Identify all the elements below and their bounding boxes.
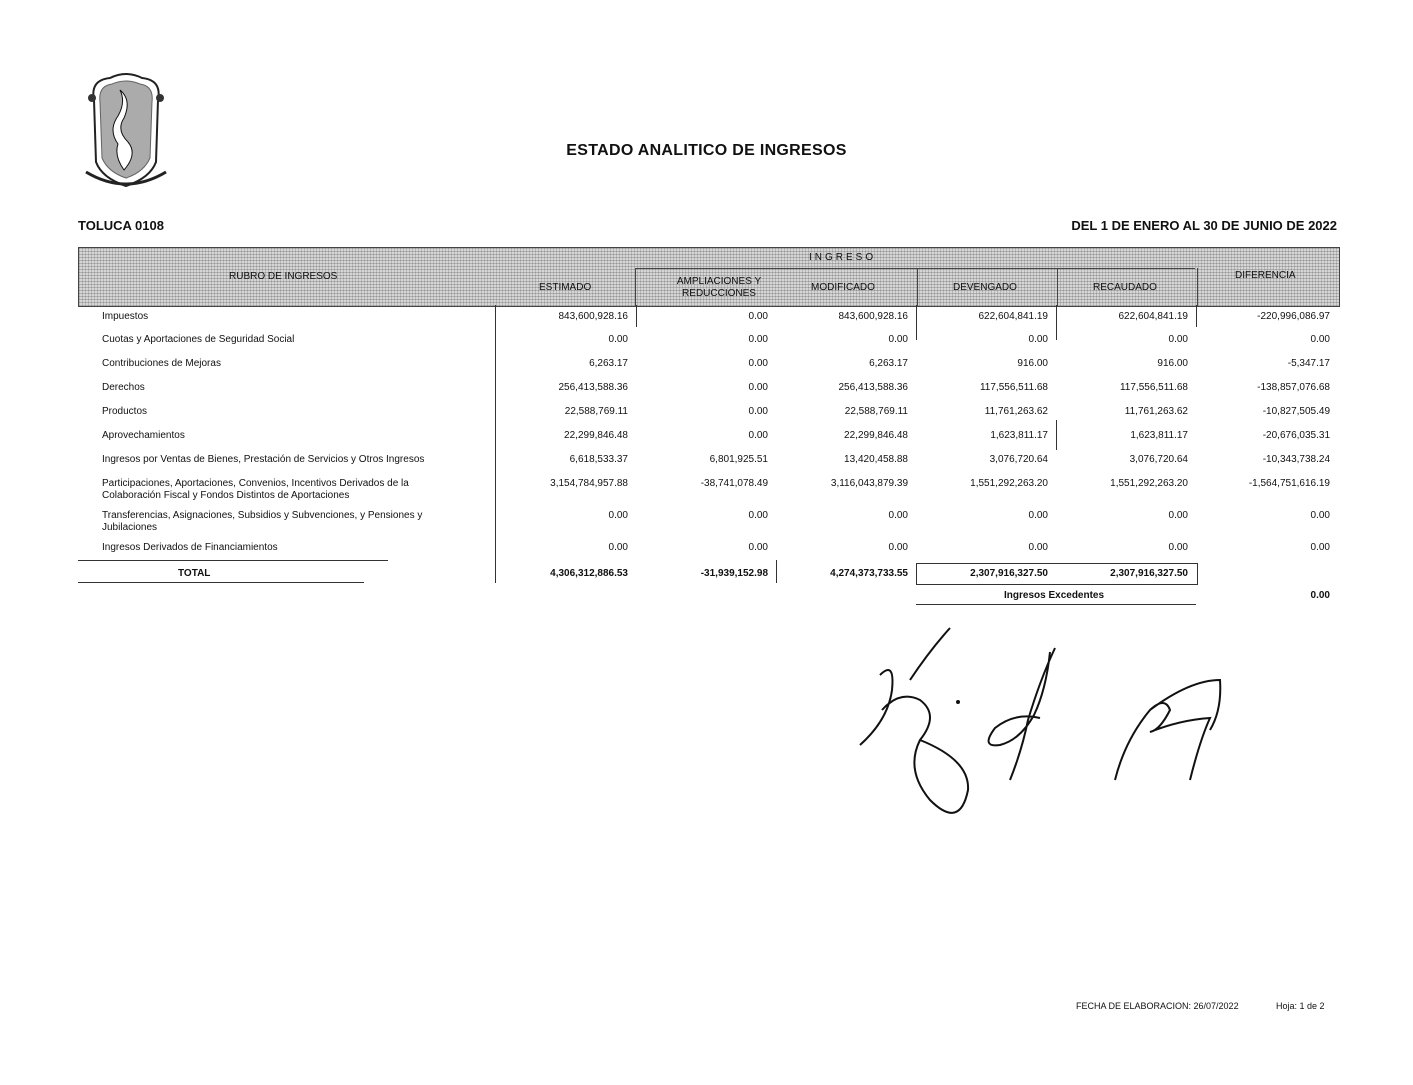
cell-devengado: 11,761,263.62 xyxy=(984,406,1048,417)
cell-modificado: 0.00 xyxy=(888,510,908,521)
cell-devengado: 0.00 xyxy=(1028,334,1048,345)
entity-name: TOLUCA 0108 xyxy=(78,218,164,233)
cell-diferencia: -220,996,086.97 xyxy=(1257,311,1330,322)
cell-modificado: 256,413,588.36 xyxy=(838,382,908,393)
row-label: Derechos xyxy=(102,382,145,393)
table-header xyxy=(78,247,1340,307)
cell-ampliaciones: 0.00 xyxy=(748,510,768,521)
excedentes-value: 0.00 xyxy=(1310,590,1330,601)
row-label: Productos xyxy=(102,406,148,417)
total-modificado: 4,274,373,733.55 xyxy=(830,568,908,579)
cell-modificado: 22,299,846.48 xyxy=(844,430,908,441)
cell-estimado: 6,618,533.37 xyxy=(569,454,628,465)
cell-ampliaciones: 0.00 xyxy=(748,311,768,322)
cell-recaudado: 117,556,511.68 xyxy=(1119,382,1188,393)
total-top-rule xyxy=(78,560,388,561)
cell-modificado: 843,600,928.16 xyxy=(838,311,908,322)
footer-page: Hoja: 1 de 2 xyxy=(1276,1001,1325,1011)
cell-recaudado: 11,761,263.62 xyxy=(1124,406,1188,417)
header-estimado: ESTIMADO xyxy=(539,282,592,293)
cell-ampliaciones: 0.00 xyxy=(748,430,768,441)
cell-ampliaciones: -38,741,078.49 xyxy=(700,478,768,489)
row-label: Ingresos por Ventas de Bienes, Prestación de Servicios y Otros Ingresos xyxy=(102,454,425,465)
cell-diferencia: -10,343,738.24 xyxy=(1262,454,1330,465)
total-ampliaciones: -31,939,152.98 xyxy=(700,568,768,579)
cell-diferencia: -20,676,035.31 xyxy=(1262,430,1330,441)
column-line xyxy=(1056,420,1057,450)
header-separator xyxy=(1197,268,1198,306)
column-line xyxy=(495,305,496,583)
header-separator xyxy=(635,268,636,306)
column-line xyxy=(776,560,777,583)
header-ingreso: INGRESO xyxy=(809,252,877,263)
total-recaudado: 2,307,916,327.50 xyxy=(1110,568,1188,579)
cell-recaudado: 916.00 xyxy=(1157,358,1188,369)
cell-modificado: 0.00 xyxy=(888,542,908,553)
cell-devengado: 0.00 xyxy=(1028,510,1048,521)
header-ampliaciones: AMPLIACIONES Y REDUCCIONES xyxy=(676,276,762,299)
total-label: TOTAL xyxy=(178,568,211,579)
cell-diferencia: 0.00 xyxy=(1310,542,1330,553)
column-line xyxy=(636,305,637,327)
cell-ampliaciones: 0.00 xyxy=(748,334,768,345)
row-label: Ingresos Derivados de Financiamientos xyxy=(102,542,278,553)
cell-ampliaciones: 6,801,925.51 xyxy=(709,454,768,465)
cell-modificado: 13,420,458.88 xyxy=(844,454,908,465)
header-separator xyxy=(917,268,918,306)
cell-devengado: 3,076,720.64 xyxy=(989,454,1048,465)
cell-devengado: 1,551,292,263.20 xyxy=(970,478,1048,489)
cell-diferencia: -10,827,505.49 xyxy=(1262,406,1330,417)
report-title: ESTADO ANALITICO DE INGRESOS xyxy=(566,142,847,159)
cell-recaudado: 3,076,720.64 xyxy=(1129,454,1188,465)
cell-devengado: 622,604,841.19 xyxy=(978,311,1048,322)
report-period: DEL 1 DE ENERO AL 30 DE JUNIO DE 2022 xyxy=(1071,218,1337,233)
total-devengado: 2,307,916,327.50 xyxy=(970,568,1048,579)
header-rubro: RUBRO DE INGRESOS xyxy=(229,271,338,282)
cell-estimado: 0.00 xyxy=(608,510,628,521)
cell-recaudado: 1,551,292,263.20 xyxy=(1110,478,1188,489)
cell-estimado: 22,588,769.11 xyxy=(564,406,628,417)
cell-ampliaciones: 0.00 xyxy=(748,542,768,553)
row-label: Contribuciones de Mejoras xyxy=(102,358,221,369)
row-label: Impuestos xyxy=(102,311,149,322)
cell-recaudado: 1,623,811.17 xyxy=(1130,430,1188,441)
total-bottom-rule xyxy=(78,582,364,583)
cell-diferencia: 0.00 xyxy=(1310,334,1330,345)
cell-devengado: 916.00 xyxy=(1017,358,1048,369)
row-label: Transferencias, Asignaciones, Subsidios y Subvenciones, y Pensiones y Jubilaciones xyxy=(102,510,423,533)
cell-diferencia: -5,347.17 xyxy=(1287,358,1330,369)
cell-modificado: 0.00 xyxy=(888,334,908,345)
header-modificado: MODIFICADO xyxy=(811,282,875,293)
cell-estimado: 3,154,784,957.88 xyxy=(550,478,628,489)
header-divider xyxy=(635,268,1195,269)
cell-recaudado: 0.00 xyxy=(1168,510,1188,521)
cell-estimado: 0.00 xyxy=(608,334,628,345)
cell-ampliaciones: 0.00 xyxy=(748,382,768,393)
cell-modificado: 3,116,043,879.39 xyxy=(830,478,908,489)
cell-estimado: 6,263.17 xyxy=(589,358,628,369)
header-diferencia: DIFERENCIA xyxy=(1235,270,1296,281)
column-line xyxy=(1056,305,1057,340)
cell-diferencia: -1,564,751,616.19 xyxy=(1248,478,1330,489)
cell-recaudado: 0.00 xyxy=(1168,542,1188,553)
row-label: Aprovechamientos xyxy=(102,430,185,441)
cell-modificado: 22,588,769.11 xyxy=(844,406,908,417)
cell-recaudado: 0.00 xyxy=(1168,334,1188,345)
cell-devengado: 0.00 xyxy=(1028,542,1048,553)
header-recaudado: RECAUDADO xyxy=(1093,282,1157,293)
header-devengado: DEVENGADO xyxy=(953,282,1017,293)
cell-recaudado: 622,604,841.19 xyxy=(1118,311,1188,322)
row-label: Participaciones, Aportaciones, Convenios, Incentivos Derivados de la Colaboración Fiscal y Fondos Distintos de Aportaciones xyxy=(102,478,409,501)
cell-ampliaciones: 0.00 xyxy=(748,358,768,369)
cell-estimado: 256,413,588.36 xyxy=(558,382,628,393)
cell-devengado: 117,556,511.68 xyxy=(979,382,1048,393)
cell-diferencia: 0.00 xyxy=(1310,510,1330,521)
cell-diferencia: -138,857,076.68 xyxy=(1257,382,1330,393)
signatures xyxy=(850,620,1240,830)
cell-estimado: 0.00 xyxy=(608,542,628,553)
header-separator xyxy=(1057,268,1058,306)
column-line xyxy=(1196,305,1197,327)
coat-of-arms-logo xyxy=(80,70,172,192)
excedentes-label: Ingresos Excedentes xyxy=(1004,590,1105,601)
row-label: Cuotas y Aportaciones de Seguridad Social xyxy=(102,334,295,345)
total-estimado: 4,306,312,886.53 xyxy=(550,568,628,579)
footer-date: FECHA DE ELABORACION: 26/07/2022 xyxy=(1076,1001,1239,1011)
cell-estimado: 22,299,846.48 xyxy=(564,430,628,441)
column-line xyxy=(916,305,917,340)
cell-ampliaciones: 0.00 xyxy=(748,406,768,417)
excedentes-rule xyxy=(916,604,1196,605)
cell-estimado: 843,600,928.16 xyxy=(558,311,628,322)
cell-modificado: 6,263.17 xyxy=(869,358,908,369)
cell-devengado: 1,623,811.17 xyxy=(990,430,1048,441)
